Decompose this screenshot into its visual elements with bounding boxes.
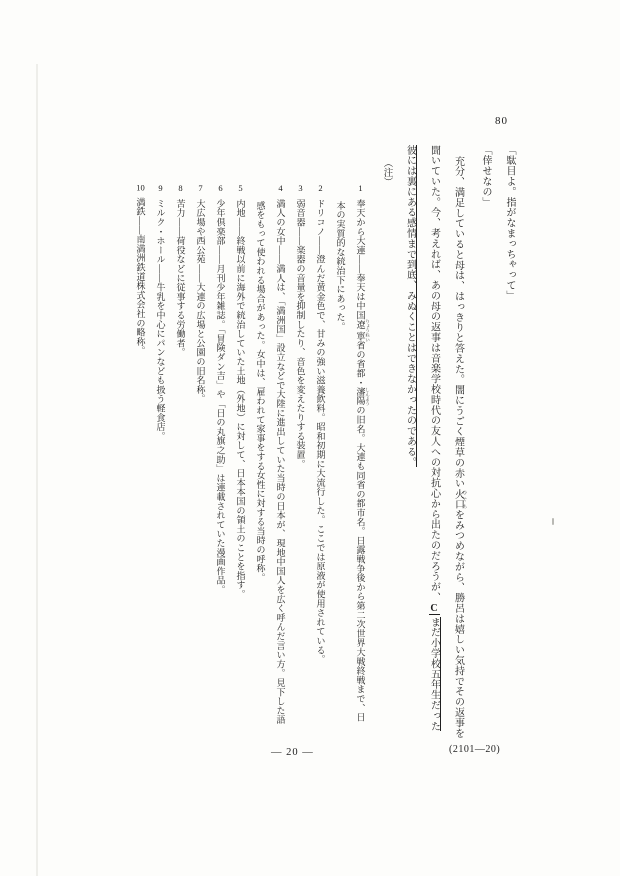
note-column: 6少年倶楽部――月刊少年雑誌。「冒険ダン吉」や「日の丸旗之助」は連載されていた漫画作品。 <box>215 183 226 595</box>
note-number: 9 <box>155 183 166 193</box>
note-number: 7 <box>195 183 206 193</box>
underlined-segment: まだ小学校五年生だった <box>428 617 440 732</box>
note-column: 本の実質的な統治下にあった。 <box>335 201 346 332</box>
note-column: 7大広場や西公苑――大連の広場と公園の旧名称。 <box>195 183 206 404</box>
note-number: 3 <box>295 183 306 193</box>
notes-header: （注） <box>381 158 392 187</box>
line-number-marker: 80 <box>495 115 508 127</box>
note-column: 5内地――終戦以前に海外で統治していた土地（外地）に対して、日本本国の領土のことを指す。 <box>235 183 246 599</box>
doc-code: (2101—20) <box>449 744 501 755</box>
note-column: 2ドリコノ――澄んだ黄金色で、甘みの強い滋養飲料。昭和初期に大流行した。ここでは原液が使用されている。 <box>315 183 326 664</box>
main-text-line: 「倖せなの」 <box>480 145 491 208</box>
scan-artifact <box>36 64 38 876</box>
note-number: 2 <box>315 183 326 193</box>
note-column: 9ミルク・ホール――牛乳を中心にパンなども扱う軽食店。 <box>155 183 166 441</box>
ruby-annotated-text: 火口 ひぐち <box>452 488 468 510</box>
text-flow <box>127 145 517 749</box>
note-column: 3弱音器――楽器の音量を抑制したり、音色を変えたりする装置。 <box>295 183 306 469</box>
underline-label-c: C <box>428 602 440 615</box>
note-number: 4 <box>275 183 286 193</box>
note-column: 8苦力――荷役などに従事する労働者。 <box>175 183 186 358</box>
note-column: 1奉天から大連――奉天は中国遼寧 りょうねい省の省都・瀋陽 しんようの旧名。大連も同省の都市名。日露戦争後から第二次世界大戦終戦まで、日 <box>355 183 371 723</box>
underlined-segment: 彼には裏にある感情まで到底、みぬくことはできなかったのである。 <box>404 145 416 468</box>
page-number: — 20 — <box>271 747 314 758</box>
note-number: 5 <box>235 183 246 193</box>
note-number: 8 <box>175 183 186 193</box>
note-column: 感をもって使われる場合があった。女中は、雇われて家事をする女性に対する当時の呼称。 <box>255 201 266 583</box>
main-text-line: 「駄目よ。指がなまっちゃって」 <box>504 145 515 301</box>
ruby-annotated-text: 瀋陽 しんよう <box>355 387 371 406</box>
main-text-line <box>404 145 417 749</box>
note-column: 10満鉄――南満洲鉄道株式会社の略称。 <box>135 183 146 356</box>
note-column: 4満人の女中――満人は、「満洲国」設立などで大陸に進出していた当時の日本が、現地中国人を広く呼んだ言い方。見下した語 <box>275 183 286 725</box>
note-number: 6 <box>215 183 226 193</box>
scan-artifact <box>552 518 554 525</box>
note-number: 1 <box>355 183 366 193</box>
note-number: 10 <box>136 183 145 192</box>
main-text-line: 充分、満足していると母は、はっきりと答えた。闇にうごく煙草の赤い火口 ひぐちをみつめながら、勝呂は嬉しい気持でその返事を <box>452 156 468 739</box>
main-text-line: 聞いていた。今、考えれば、あの母の返事は音楽学校時代の友人への対抗心から出たのだろうが、Cまだ小学校五年生だった <box>428 145 440 732</box>
ruby-annotated-text: 遼寧 りょうねい <box>355 318 371 342</box>
